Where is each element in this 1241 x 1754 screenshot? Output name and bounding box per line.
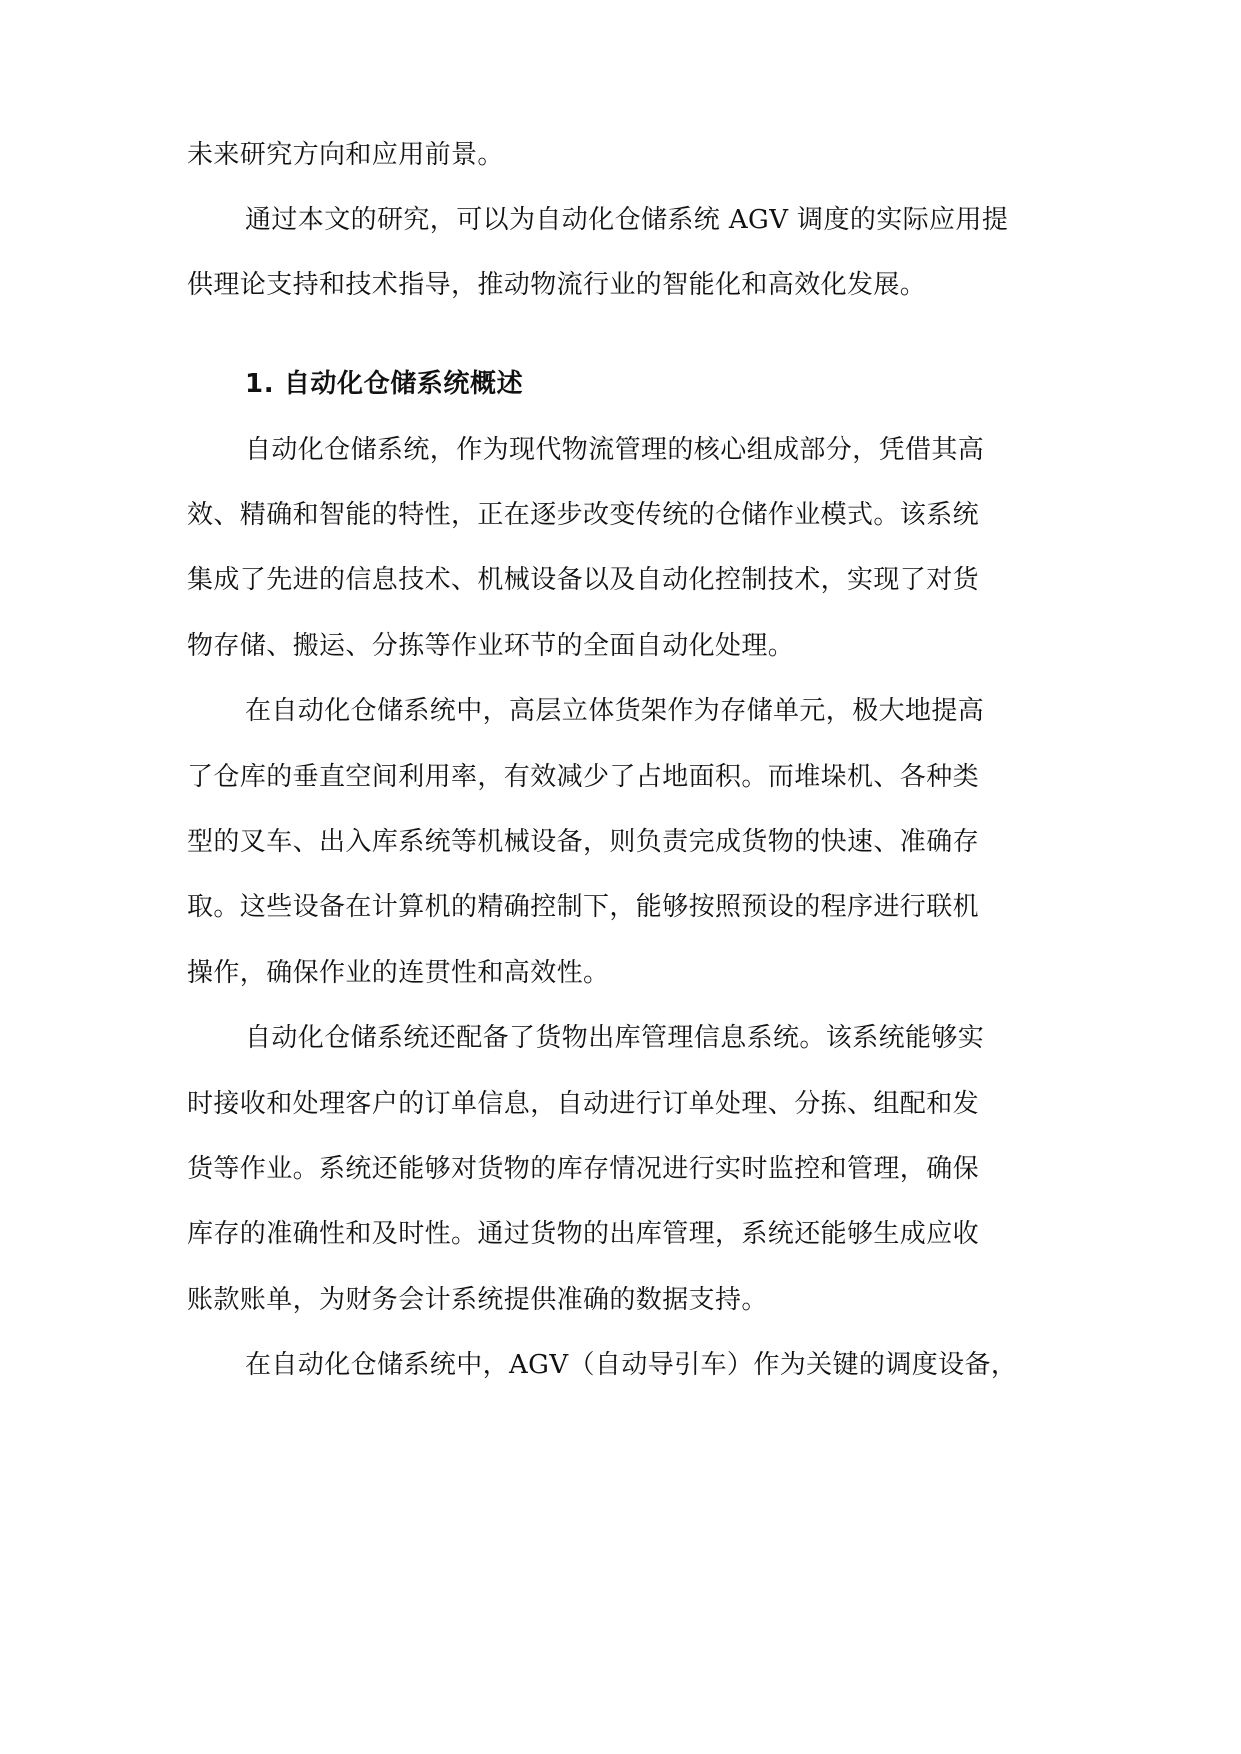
text-line: 自动化仓储系统还配备了货物出库管理信息系统。该系统能够实: [245, 1023, 985, 1053]
text-line: 物存储、搬运、分拣等作业环节的全面自动化处理。: [187, 631, 795, 661]
text-line: 货等作业。系统还能够对货物的库存情况进行实时监控和管理，确保: [187, 1154, 980, 1184]
section-heading: 1. 自动化仓储系统概述: [245, 369, 524, 399]
text-line: 通过本文的研究，可以为自动化仓储系统 AGV 调度的实际应用提: [245, 205, 1009, 235]
text-line: 未来研究方向和应用前景。: [187, 140, 504, 170]
text-line: 取。这些设备在计算机的精确控制下，能够按照预设的程序进行联机: [187, 892, 980, 922]
text-line: 账款账单，为财务会计系统提供准确的数据支持。: [187, 1285, 768, 1315]
text-line: 效、精确和智能的特性，正在逐步改变传统的仓储作业模式。该系统: [187, 500, 980, 530]
text-line: 供理论支持和技术指导，推动物流行业的智能化和高效化发展。: [187, 270, 927, 300]
text-line: 自动化仓储系统，作为现代物流管理的核心组成部分，凭借其高: [245, 435, 985, 465]
text-line: 操作，确保作业的连贯性和高效性。: [187, 958, 610, 988]
text-line: 时接收和处理客户的订单信息，自动进行订单处理、分拣、组配和发: [187, 1089, 980, 1119]
text-line: 库存的准确性和及时性。通过货物的出库管理，系统还能够生成应收: [187, 1219, 980, 1249]
text-line: 在自动化仓储系统中，高层立体货架作为存储单元，极大地提高: [245, 696, 985, 726]
text-line: 集成了先进的信息技术、机械设备以及自动化控制技术，实现了对货: [187, 565, 980, 595]
text-line: 型的叉车、出入库系统等机械设备，则负责完成货物的快速、准确存: [187, 827, 980, 857]
text-line: 在自动化仓储系统中，AGV（自动导引车）作为关键的调度设备，: [245, 1350, 1018, 1380]
text-line: 了仓库的垂直空间利用率，有效减少了占地面积。而堆垛机、各种类: [187, 762, 980, 792]
